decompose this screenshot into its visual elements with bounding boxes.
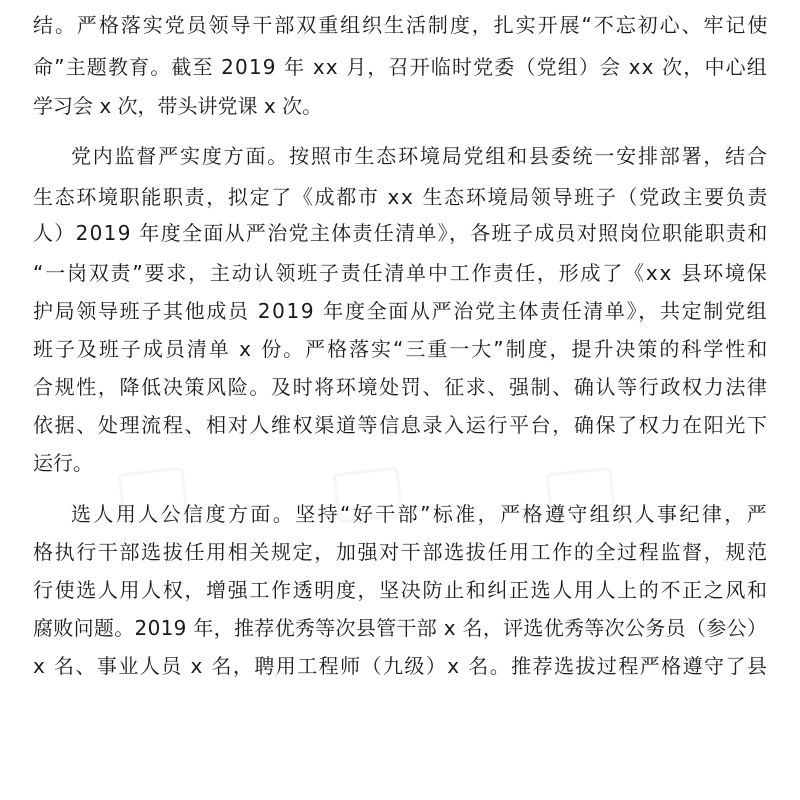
paragraph-2-line-4: x 名、事业人员 x 名，聘用工程师（九级）x 名。推荐选拔过程严格遵守了县 (33, 654, 769, 678)
paragraph-1-line-5: 班子及班子成员清单 x 份。严格落实“三重一大”制度，提升决策的科学性和 (33, 337, 770, 361)
paragraph-2-line-1: 格执行干部选拔任用相关规定，加强对干部选拔任用工作的全过程监督，规范 (33, 540, 769, 564)
paragraph-1-line-1: 生态环境职能职责，拟定了《成都市 xx 生态环境局领导班子（党政主要负责 (33, 185, 770, 209)
paragraph-2-line-0: 选人用人公信度方面。坚持“好干部”标准，严格遵守组织人事纪律，严 (71, 502, 770, 526)
paragraph-1-line-8: 运行。 (33, 451, 93, 475)
paragraph-1-line-2: 人）2019 年度全面从严治党主体责任清单》，各班子成员对照岗位职能职责和 (33, 221, 769, 245)
paragraph-1-line-7: 依据、处理流程、相对人维权渠道等信息录入运行平台，确保了权力在阳光下 (33, 413, 769, 437)
paragraph-0-line-2: 学习会 x 次，带头讲党课 x 次。 (33, 94, 323, 118)
paragraph-2-line-3: 腐败问题。2019 年，推荐优秀等次县管干部 x 名，评选优秀等次公务员（参公） (33, 616, 768, 640)
paragraph-0-line-1: 命”主题教育。截至 2019 年 xx 月，召开临时党委（党组）会 xx 次，中心组 (33, 55, 768, 79)
paragraph-0-line-0: 结。严格落实党员领导干部双重组织生活制度，扎实开展“不忘初心、牢记使 (33, 13, 770, 37)
paragraph-1-line-6: 合规性，降低决策风险。及时将环境处罚、征求、强制、确认等行政权力法律 (33, 375, 769, 399)
paragraph-2-line-2: 行使选人用人权，增强工作透明度，坚决防止和纠正选人用人上的不正之风和 (33, 578, 769, 602)
paragraph-1-line-3: “一岗双责”要求，主动认领班子责任清单中工作责任，形成了《xx 县环境保 (33, 261, 769, 285)
paragraph-1-line-0: 党内监督严实度方面。按照市生态环境局党组和县委统一安排部署，结合 (71, 144, 769, 168)
paragraph-1-line-4: 护局领导班子其他成员 2019 年度全面从严治党主体责任清单》，共定制党组 (33, 299, 769, 323)
